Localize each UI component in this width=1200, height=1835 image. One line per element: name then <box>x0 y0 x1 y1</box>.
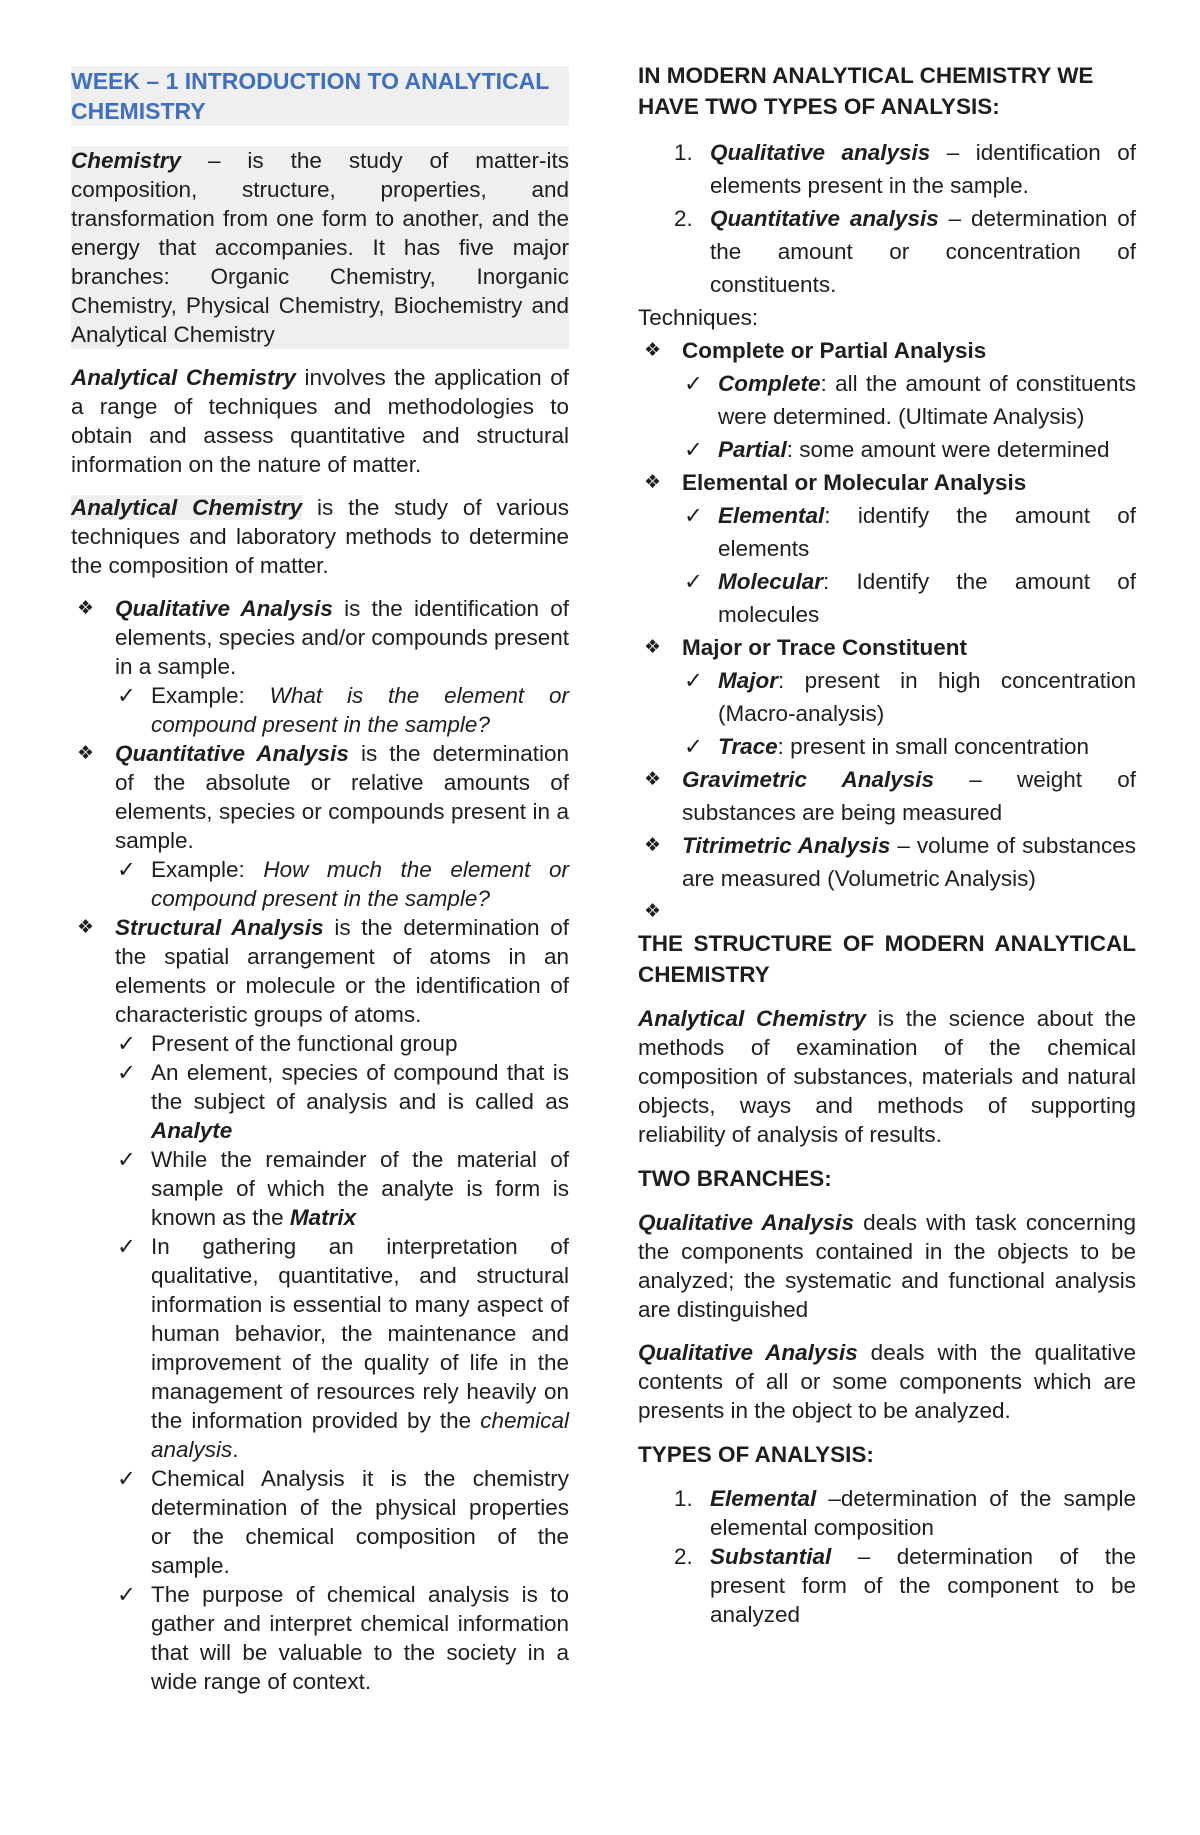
term-trace: Trace <box>718 734 778 759</box>
check-text: : present in high concentration (Macro-analysis) <box>718 668 1136 726</box>
quantitative-sublist <box>115 855 569 913</box>
structure-heading: THE STRUCTURE OF MODERN ANALYTICAL CHEMISTRY <box>638 931 1136 987</box>
term-qualitative: Qualitative Analysis <box>115 596 333 621</box>
list-number: 1. <box>674 140 693 165</box>
list-item-qualitative <box>71 594 569 739</box>
term-chemical-analysis: chemical analysis <box>151 1408 569 1462</box>
term-elemental: Elemental <box>718 503 825 528</box>
check-item <box>115 1232 569 1464</box>
structural-text: is the determination of the spatial arrangement of atoms in an elements or molecule or the identification of characteristic groups of atoms. <box>115 915 569 1027</box>
technique-sublist <box>682 499 1136 631</box>
term-matrix: Matrix <box>289 1205 357 1230</box>
page-title: WEEK – 1 INTRODUCTION TO ANALYTICAL CHEMISTRY <box>71 66 569 126</box>
analytical-text-2: is the study of various techniques and laboratory methods to determine the composition of matter. <box>71 495 570 578</box>
technique-sublist <box>682 367 1136 466</box>
techniques-list <box>638 334 1136 928</box>
term-analyte: Analyte <box>151 1118 233 1143</box>
branch-qualitative-1 <box>638 1208 1136 1324</box>
list-item-quantitative <box>71 739 569 913</box>
analysis-types-list <box>638 1484 1136 1629</box>
analysis-list <box>71 594 569 1696</box>
quantitative-text: is the determination of the absolute or relative amounts of elements, species or compounds present in a sample. <box>115 741 569 853</box>
list-item <box>638 1484 1136 1542</box>
type-text: –determination of the sample elemental composition <box>710 1486 1136 1540</box>
check-item <box>682 664 1136 730</box>
check-item <box>682 499 1136 565</box>
check-item <box>682 433 1136 466</box>
technique-gravimetric <box>638 763 1136 829</box>
check-end: . <box>232 1437 239 1462</box>
technique-label: Major or Trace Constituent <box>682 635 968 660</box>
check-item <box>115 681 569 739</box>
term-qualitative-analysis: Qualitative Analysis <box>638 1340 858 1365</box>
list-item <box>638 136 1136 202</box>
example-label: Example: <box>151 857 264 882</box>
branch-qualitative-2 <box>638 1338 1136 1425</box>
type-text: – determination of the present form of the component to be analyzed <box>710 1544 1136 1627</box>
list-item-structural <box>71 913 569 1696</box>
check-item: ✓ Present of the functional group <box>115 1029 569 1058</box>
branch-text: deals with task concerning the components contained in the objects to be analyzed; the systematic and functional analysis are distinguished <box>638 1210 1136 1322</box>
list-number: 2. <box>674 206 693 231</box>
types-of-analysis-heading: TYPES OF ANALYSIS: <box>638 1442 874 1467</box>
technique-text: – weight of substances are being measured <box>682 767 1136 825</box>
techniques-label: Techniques: <box>638 305 759 330</box>
term-partial: Partial <box>718 437 787 462</box>
technique-sublist <box>682 664 1136 763</box>
check-item <box>115 1145 569 1232</box>
check-item <box>682 565 1136 631</box>
list-item <box>638 202 1136 301</box>
qualitative-sublist <box>115 681 569 739</box>
term-major: Major <box>718 668 779 693</box>
check-text: : present in small concentration <box>777 734 1090 759</box>
term-qualitative-analysis: Qualitative analysis <box>710 140 931 165</box>
modern-types-heading: IN MODERN ANALYTICAL CHEMISTRY WE HAVE TWO TYPES OF ANALYSIS: <box>638 63 1094 119</box>
check-text: : all the amount of constituents were determined. (Ultimate Analysis) <box>718 371 1136 429</box>
left-column <box>71 66 569 1696</box>
term-elemental: Elemental <box>710 1486 817 1511</box>
right-column <box>638 60 1136 1629</box>
analytical-definition-1 <box>71 363 569 479</box>
term-titrimetric: Titrimetric Analysis <box>682 833 891 858</box>
term-analytical-chemistry: Analytical Chemistry <box>71 365 296 390</box>
term-gravimetric: Gravimetric Analysis <box>682 767 935 792</box>
check-item <box>115 1058 569 1145</box>
example-label: Example: <box>151 683 270 708</box>
term-quantitative-analysis: Quantitative analysis <box>710 206 939 231</box>
structural-sublist <box>115 1029 569 1696</box>
two-branches-heading: TWO BRANCHES: <box>638 1166 832 1191</box>
science-text: is the science about the methods of examination of the chemical composition of substances, materials and natural objects, ways and methods of supporting reliability of analysis of results. <box>638 1006 1136 1147</box>
term-analytical-chemistry: Analytical Chemistry <box>71 495 303 520</box>
technique-elemental-molecular <box>638 466 1136 631</box>
check-item <box>115 855 569 913</box>
check-item <box>682 730 1136 763</box>
check-text: In gathering an interpretation of qualitative, quantitative, and structural information is essential to many aspect of human behavior, the maintenance and improvement of the quality of life in the management of resources rely heavily on the information provided by the <box>151 1234 569 1433</box>
check-item: ✓ The purpose of chemical analysis is to gather and interpret chemical information that will be valuable to the society in a wide range of context. <box>115 1580 569 1696</box>
science-definition <box>638 1004 1136 1149</box>
two-types-list <box>638 136 1136 301</box>
technique-complete-partial <box>638 334 1136 466</box>
term-structural: Structural Analysis <box>115 915 324 940</box>
term-molecular: Molecular <box>718 569 824 594</box>
type-text: – identification of elements present in the sample. <box>710 140 1136 198</box>
list-number: 2. <box>674 1544 693 1569</box>
term-analytical-chemistry: Analytical Chemistry <box>638 1006 867 1031</box>
check-item <box>682 367 1136 433</box>
chemistry-text: – is the study of matter-its composition, structure, properties, and transformation from one form to another, and the energy that accompanies. It has five major branches: Organic Chemistry, Inorganic Chemistry, Physical Chemistry, Biochemistry and Analytical Chemistry <box>71 148 569 347</box>
check-text: : some amount were determined <box>786 437 1110 462</box>
chemistry-definition <box>71 146 569 349</box>
list-item <box>638 1542 1136 1629</box>
technique-text: – volume of substances are measured (Volumetric Analysis) <box>682 833 1136 891</box>
type-text: – determination of the amount or concentration of constituents. <box>710 206 1136 297</box>
analytical-text-1: involves the application of a range of techniques and methodologies to obtain and assess quantitative and structural information on the nature of matter. <box>71 365 569 477</box>
term-chemistry: Chemistry <box>71 148 182 173</box>
branch-text: deals with the qualitative contents of all or some components which are presents in the object to be analyzed. <box>638 1340 1136 1423</box>
check-text: An element, species of compound that is the subject of analysis and is called as <box>151 1060 569 1114</box>
technique-titrimetric <box>638 829 1136 895</box>
empty-bullet <box>638 895 1136 928</box>
check-item: ✓ Chemical Analysis it is the chemistry determination of the physical properties or the chemical composition of the sample. <box>115 1464 569 1580</box>
term-quantitative: Quantitative Analysis <box>115 741 349 766</box>
technique-major-trace <box>638 631 1136 763</box>
check-text: : Identify the amount of molecules <box>718 569 1136 627</box>
list-number: 1. <box>674 1486 693 1511</box>
term-complete: Complete <box>718 371 821 396</box>
check-text: : identify the amount of elements <box>718 503 1136 561</box>
example-text: What is the element or compound present in the sample? <box>151 683 569 737</box>
check-text: While the remainder of the material of sample of which the analyte is form is known as the <box>151 1147 569 1230</box>
analytical-definition-2 <box>71 493 569 580</box>
term-qualitative-analysis: Qualitative Analysis <box>638 1210 854 1235</box>
example-text: How much the element or compound present in the sample? <box>151 857 569 911</box>
technique-label: Elemental or Molecular Analysis <box>682 470 1027 495</box>
technique-label: Complete or Partial Analysis <box>682 338 987 363</box>
term-substantial: Substantial <box>710 1544 832 1569</box>
qualitative-text: is the identification of elements, species and/or compounds present in a sample. <box>115 596 570 679</box>
